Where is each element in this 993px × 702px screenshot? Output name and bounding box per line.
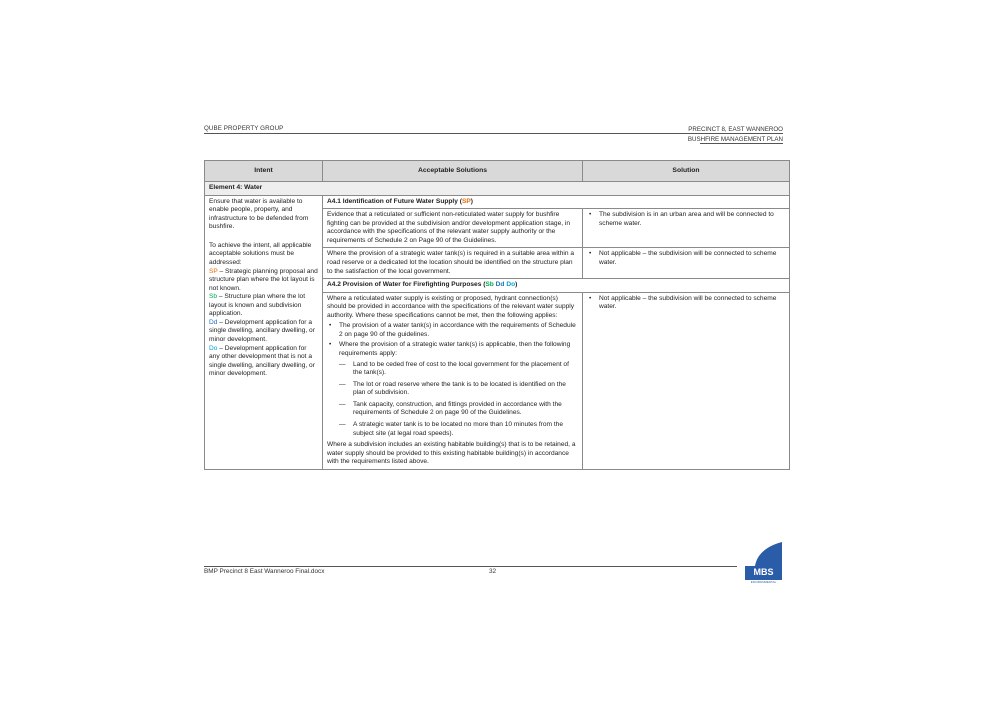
header-rule-secondary	[700, 143, 783, 144]
a42-bullet-1: • The provision of a water tank(s) in accordance with the requirements of Schedule 2 on page 90 of the guidelines.	[339, 322, 578, 339]
a42-closing: Where a subdivision includes an existing habitable building(s) that is to be retained, a water supply should be provided to this existing habitable building(s) in accordance with the requirements listed above.	[327, 441, 576, 466]
intent-level-dd: Dd – Development application for a single dwelling, ancillary dwelling, or minor development.	[209, 318, 315, 343]
intent-level-sp: SP – Strategic planning proposal and structure plan where the lot layout is not known.	[209, 267, 318, 292]
a42-bullet-2: • Where the provision of a strategic water tank(s) is applicable, then the following requirements apply: — Land to be ceded free of cost to the local government for the placement of the tank(s). — The lot or road reserve where the tank is to be located is identified on the plan of subdivision. — Tank capacity, construction, and fittings provided in accordance with the requirements of Schedule 2 on page 90 of the Guidelines. — A strategic water tank is to be located no more than 10 minutes from the subject site (at legal road speeds).	[339, 341, 578, 438]
a42-solution	[583, 292, 790, 469]
logo-subtext: ENVIRONMENTAL	[750, 580, 777, 584]
column-header-intent: Intent	[205, 161, 323, 182]
a41-title-row	[205, 195, 790, 209]
element-title: Element 4: Water	[205, 182, 790, 196]
table-header-row	[205, 161, 790, 182]
a41-row2-text: Where the provision of a strategic water tank(s) is required in a suitable area within a road reserve or a dedicated lot the location should be identified on the structure plan to the satisfaction of the local government.	[323, 248, 583, 279]
footer-filename: BMP Precinct 8 East Wanneroo Final.docx	[204, 568, 325, 575]
header-precinct: PRECINCT 8, EAST WANNEROO	[688, 126, 783, 133]
intent-cell	[205, 195, 323, 469]
a42-dash-4: — A strategic water tank is to be located no more than 10 minutes from the subject site (at legal road speeds).	[353, 421, 578, 438]
a42-dash-2: — The lot or road reserve where the tank is to be located is identified on the plan of subdivision.	[353, 381, 578, 398]
header-rule	[204, 133, 783, 134]
intent-level-do: Do – Development application for any other development that is not a single dwelling, ancillary dwelling, or minor development.	[209, 344, 315, 378]
footer-page-number: 32	[489, 568, 497, 575]
a42-title: A4.2 Provision of Water for Firefighting Purposes (Sb Dd Do)	[323, 279, 790, 293]
intent-para2: To achieve the intent, all applicable acceptable solutions must be addressed:	[209, 241, 312, 266]
criteria-table	[204, 160, 790, 470]
a42-solution-item: • Not applicable – the subdivision will be connected to scheme water.	[599, 295, 785, 312]
a41-row1-solution-item: • The subdivision is in an urban area and will be connected to scheme water.	[599, 211, 785, 228]
element-row	[205, 182, 790, 196]
a41-row1-text: Evidence that a reticulated or sufficient non-reticulated water supply for bushfire fighting can be provided at the subdivision and/or development application stage, in accordance with the specifications of the relevant water supply authority or the requirements of Schedule 2 on Page 90 of the Guidelines.	[323, 209, 583, 248]
a42-text	[323, 292, 583, 469]
mbs-logo	[745, 542, 782, 584]
footer-rule	[204, 566, 737, 567]
a42-intro: Where a reticulated water supply is existing or proposed, hydrant connection(s) should be provided in accordance with the specifications of the relevant water supply authority. Where these specifications cannot be met, then the following applies:	[327, 294, 575, 319]
logo-text: MBS	[753, 567, 774, 577]
intent-level-sb: Sb – Structure plan where the lot layout is known and subdivision application.	[209, 293, 306, 318]
a42-dash-3: — Tank capacity, construction, and fittings provided in accordance with the requirements of Schedule 2 on page 90 of the Guidelines.	[353, 401, 578, 418]
intent-para1: Ensure that water is available to enable people, property, and infrastructure to be defended from bushfire.	[209, 197, 309, 231]
a41-row2-solution	[583, 248, 790, 279]
a42-dash-1: — Land to be ceded free of cost to the local government for the placement of the tank(s).	[353, 361, 578, 378]
column-header-solution: Solution	[583, 161, 790, 182]
a41-row2-solution-item: • Not applicable – the subdivision will be connected to scheme water.	[599, 250, 785, 267]
a41-title: A4.1 Identification of Future Water Supply (SP)	[323, 195, 790, 209]
header-doc-type: BUSHFIRE MANAGEMENT PLAN	[687, 136, 783, 143]
header-company: QUBE PROPERTY GROUP	[204, 125, 284, 132]
header-right	[688, 125, 783, 145]
a41-row1-solution	[583, 209, 790, 248]
column-header-acceptable-solutions: Acceptable Solutions	[323, 161, 583, 182]
